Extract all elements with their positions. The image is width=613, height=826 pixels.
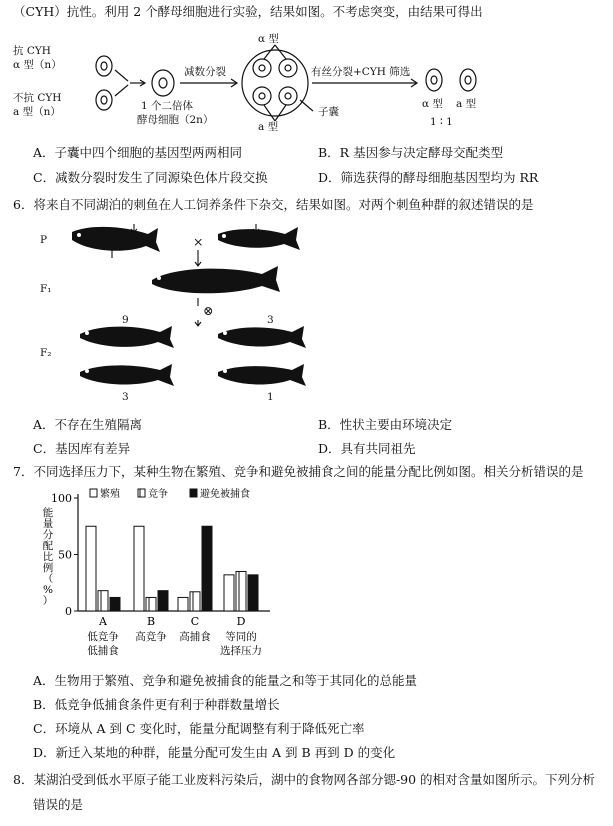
y-axis-label: 能量分配比例（%） — [42, 507, 54, 607]
energy-allocation-chart — [30, 486, 280, 671]
bar — [224, 575, 234, 611]
fish-p-left — [72, 227, 160, 252]
category-sublabel: 高捕食 — [179, 631, 211, 643]
cross-symbol: × — [193, 234, 204, 249]
legend-swatch — [190, 489, 197, 497]
label-alpha-out: α 型 — [422, 98, 443, 110]
q7-option-a[interactable]: A．生物用于繁殖、竞争和避免被捕食的能量之和等于其同化的总能量 — [33, 673, 418, 688]
legend-label: 繁殖 — [100, 489, 120, 500]
category-sublabel: 低竞争 — [87, 631, 119, 643]
fish-f2-d — [218, 364, 306, 386]
label-meiosis: 减数分裂 — [184, 66, 226, 78]
label-ascus: 子囊 — [318, 106, 339, 118]
bar — [86, 526, 96, 611]
category-sublabel: 低捕食 — [87, 645, 119, 657]
count-3b: 3 — [122, 391, 129, 403]
fish-f2-c — [80, 364, 174, 386]
y-tick-label: 100 — [51, 492, 72, 505]
category-sublabel: 选择压力 — [220, 645, 262, 657]
q6-option-b[interactable]: B．性状主要由环境决定 — [318, 417, 453, 432]
self-cross-symbol: ⊗ — [203, 303, 214, 318]
q7-stem: 7．不同选择压力下，某种生物在繁殖、竞争和避免被捕食之间的能量分配比例如图。相关分析错误的是 — [13, 464, 584, 479]
category-label: D — [236, 615, 246, 628]
q6-option-d[interactable]: D．具有共同祖先 — [318, 441, 416, 456]
count-1: 1 — [267, 391, 274, 403]
label-resistant: 抗 CYH — [13, 45, 51, 57]
label-alpha-n: α 型（n） — [13, 59, 62, 71]
label-mitosis-cyh: 有丝分裂+CYH 筛选 — [311, 66, 411, 78]
resistant-cell — [96, 56, 112, 76]
fish-f1 — [152, 266, 280, 293]
legend-swatch — [138, 489, 145, 497]
category-label: C — [190, 615, 200, 628]
q7-option-b[interactable]: B．低竞争低捕食条件更有利于种群数量增长 — [33, 697, 280, 712]
bar — [134, 526, 144, 611]
y-tick-label: 0 — [65, 605, 72, 618]
y-tick-label: 50 — [58, 548, 72, 562]
q5-option-d[interactable]: D．筛选获得的酵母细胞基因型均为 RR — [318, 170, 539, 185]
q7-option-c[interactable]: C．环境从 A 到 C 变化时，能量分配调整有利于降低死亡率 — [33, 721, 365, 736]
label-p: P — [40, 234, 48, 246]
legend-swatch — [90, 489, 97, 497]
category-label: B — [146, 615, 156, 628]
label-nonresistant: 不抗 CYH — [13, 92, 62, 104]
q5-option-a[interactable]: A．子囊中四个细胞的基因型两两相同 — [33, 145, 243, 160]
bar — [98, 591, 108, 611]
q5-intro: （CYH）抗性。利用 2 个酵母细胞进行实验，结果如图。不考虑突变，由结果可得出 — [13, 4, 483, 19]
bar — [158, 591, 168, 611]
nonresistant-cell — [96, 90, 112, 110]
label-a-bottom: a 型 — [258, 121, 279, 133]
bar — [236, 571, 246, 611]
q7-option-d[interactable]: D．新迁入某地的种群，能量分配可发生由 A 到 B 再到 D 的变化 — [33, 745, 396, 760]
q8-line1: 8．某湖泊受到低水平原子能工业废料污染后，湖中的食物网各部分锶-90 的相对含量如图所示。下列分析 — [13, 772, 596, 787]
bar — [110, 597, 120, 611]
q5-option-c[interactable]: C．减数分裂时发生了同源染色体片段交换 — [33, 170, 268, 185]
label-diploid: 1 个二倍体 — [141, 100, 194, 112]
bar — [178, 597, 188, 611]
fish-f2-b — [218, 326, 306, 348]
bar — [248, 575, 258, 611]
q6-option-a[interactable]: A．不存在生殖隔离 — [33, 417, 143, 432]
label-alpha-top: α 型 — [258, 33, 279, 45]
label-diploid-2n: 酵母细胞（2n） — [137, 114, 214, 126]
q5-option-b[interactable]: B．R 基因参与决定酵母交配类型 — [318, 145, 504, 160]
category-label: A — [99, 615, 107, 628]
legend-label: 避免被捕食 — [200, 489, 250, 500]
label-a-out: a 型 — [456, 98, 477, 110]
count-3a: 3 — [267, 314, 274, 326]
q8-line2: 错误的是 — [33, 797, 84, 812]
category-sublabel: 等同的 — [225, 631, 257, 643]
bar — [202, 526, 212, 611]
q6-option-c[interactable]: C．基因库有差异 — [33, 441, 131, 456]
category-sublabel: 高竞争 — [135, 631, 167, 643]
diploid-cell — [152, 70, 174, 96]
fish-p-right — [218, 227, 300, 250]
label-f1: F₁ — [40, 283, 52, 295]
count-9: 9 — [122, 314, 129, 326]
label-ratio: 1 ∶ 1 — [430, 116, 453, 128]
bar — [146, 597, 156, 611]
q6-stem: 6．将来自不同湖泊的刺鱼在人工饲养条件下杂交，结果如图。对两个刺鱼种群的叙述错误的是 — [13, 197, 534, 212]
ascus — [242, 50, 308, 116]
label-f2: F₂ — [40, 347, 52, 359]
legend-label: 竞争 — [148, 489, 168, 500]
fish-f2-a — [80, 326, 174, 348]
bar — [190, 592, 200, 611]
label-a-n: a 型（n） — [13, 106, 61, 118]
